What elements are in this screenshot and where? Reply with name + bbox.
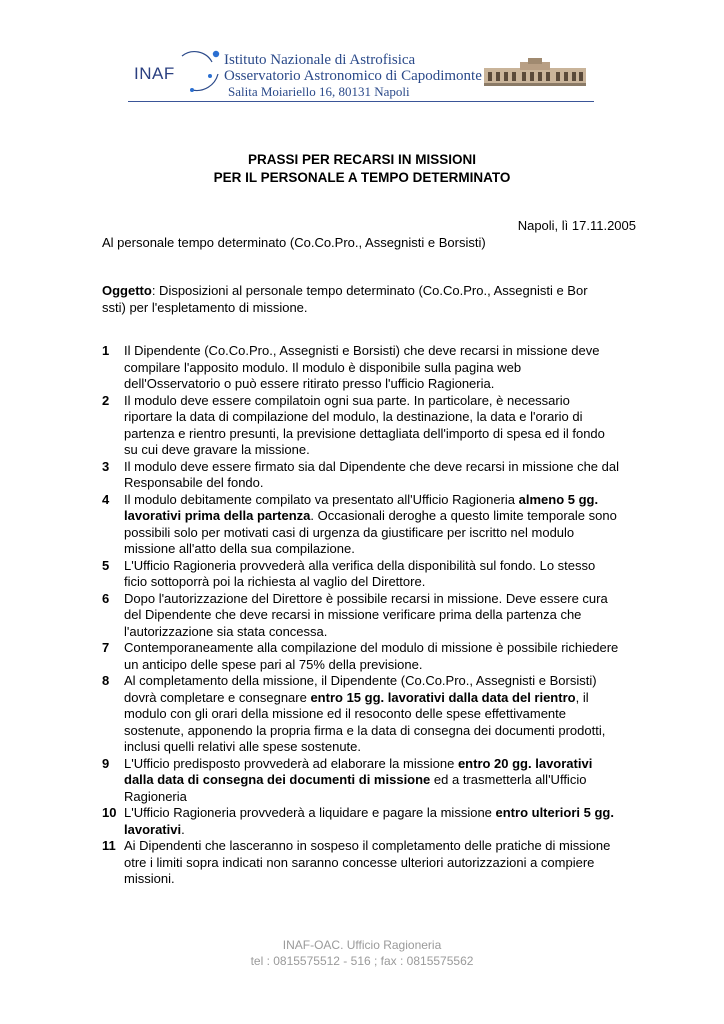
item-text-line: otre i limiti sopra indicati non saranno concesse ulteriori autorizzazioni a compiere <box>124 854 595 870</box>
item-number: 9 <box>102 755 110 771</box>
document-title-line1: PRASSI PER RECARSI IN MISSIONI <box>247 152 477 167</box>
item-text-line: missioni. <box>124 871 175 886</box>
item-number: 3 <box>102 458 110 474</box>
list-item <box>102 558 642 591</box>
item-text-line: l'autorizzazione sia stata concessa. <box>124 623 328 639</box>
item-text-line: un anticipo delle spese pari al 75% della previsione. <box>124 656 423 672</box>
subject-block <box>102 283 622 316</box>
list-item <box>102 591 642 641</box>
institute-name: Istituto Nazionale di Astrofisica <box>224 52 416 68</box>
footer-office: INAF-OAC. Ufficio Ragioneria <box>282 938 442 952</box>
item-text: ed a trasmetterla all'Ufficio <box>430 772 587 787</box>
item-text: dovrà completare e consegnare <box>124 689 311 705</box>
subject-label: Oggetto <box>102 283 152 298</box>
item-text-bold: lavorativi prima della partenza <box>124 508 311 523</box>
item-text-line: compilare l'apposito modulo. Il modulo è disponibile sulla pagina web <box>124 359 522 375</box>
list-item <box>102 640 642 673</box>
item-text-line: riportare la data di compilazione del modulo, la destinazione, la data e l'orario di <box>124 409 583 424</box>
item-text-line: Ai Dipendenti che lasceranno in sospeso il completamento delle pratiche di missione <box>124 838 611 853</box>
item-text-line: sostenute, apponendo la propria firma e la data di consegna dei documenti prodotti, <box>124 722 606 738</box>
item-text-line: Responsabile del fondo. <box>124 475 264 490</box>
inaf-logo-arc-icon <box>168 42 228 94</box>
numbered-list <box>102 343 642 888</box>
item-text-line: ficio sottoporrà poi la richiesta al vaglio del Direttore. <box>124 574 426 589</box>
list-item <box>102 756 642 806</box>
item-text-bold: dalla data di consegna dei documenti di missione <box>124 772 431 787</box>
item-number: 6 <box>102 590 110 606</box>
institute-address: Salita Moiariello 16, 80131 Napoli <box>228 84 410 99</box>
item-number: 5 <box>102 557 110 573</box>
list-item <box>102 393 642 459</box>
list-item <box>102 838 642 888</box>
inaf-logo-text: INAF <box>134 64 175 83</box>
list-item <box>102 673 642 756</box>
item-text: L'Ufficio predisposto provvederà ad elaborare la missione <box>124 755 458 771</box>
document-date: Napoli, lì 17.11.2005 <box>517 218 636 233</box>
item-text-bold: lavorativi <box>124 821 182 837</box>
subject-text-line2: ssti) per l'espletamento di missione. <box>102 299 308 315</box>
recipient-line: Al personale tempo determinato (Co.Co.Pro., Assegnisti e Borsisti) <box>102 235 486 250</box>
item-number: 11 <box>102 838 116 853</box>
item-text-line: inclusi quelli relativi alle spese sostenute. <box>124 739 362 754</box>
footer-contacts: tel : 0815575512 - 516 ; fax : 0815575562 <box>250 954 474 968</box>
item-text-line: del Dipendente che deve recarsi in missione verificare prima della partenza che <box>124 607 582 622</box>
item-number: 10 <box>102 805 117 820</box>
item-text-bold: entro 15 gg. lavorativi dalla data del rientro <box>310 689 576 705</box>
item-text-bold: entro ulteriori 5 gg. <box>495 805 614 820</box>
item-text: , il <box>575 689 589 705</box>
item-text-line: partenza e rientro presunti, la previsione dettagliata dell'importo di spesa ed il fondo <box>124 425 605 441</box>
subject-text-line1: : Disposizioni al personale tempo determinato (Co.Co.Pro., Assegnisti e Bor <box>151 283 588 298</box>
list-item <box>102 492 642 558</box>
item-number: 7 <box>102 640 110 655</box>
item-text-line: Il modulo deve essere compilatoin ogni sua parte. In particolare, è necessario <box>124 392 570 408</box>
item-text-line: Il Dipendente (Co.Co.Pro., Assegnisti e Borsisti) che deve recarsi in missione deve <box>124 343 600 358</box>
institute-block <box>224 52 482 100</box>
letterhead <box>128 42 594 104</box>
item-text-line: modulo con gli orari della missione ed il resoconto delle spese effettivamente <box>124 706 567 721</box>
item-text-line: dell'Osservatorio o può essere ritirato presso l'ufficio Ragioneria. <box>124 376 495 391</box>
item-text: . <box>181 821 185 837</box>
list-item <box>102 805 642 838</box>
item-text-bold: entro 20 gg. lavorativi <box>457 755 593 771</box>
item-text-line: missione all'atto della sua compilazione. <box>124 541 355 556</box>
item-text-line: Al completamento della missione, il Dipendente (Co.Co.Pro., Assegnisti e Borsisti) <box>124 673 597 688</box>
list-item <box>102 343 642 393</box>
observatory-building-image <box>484 58 586 86</box>
header-divider <box>128 101 594 102</box>
document-title-line2: PER IL PERSONALE A TEMPO DETERMINATO <box>213 170 511 185</box>
item-text-line: su cui deve gravare la missione. <box>124 442 310 457</box>
item-number: 4 <box>102 491 110 507</box>
item-number: 1 <box>102 343 110 358</box>
observatory-name: Osservatorio Astronomico di Capodimonte <box>224 68 482 84</box>
item-text: L'Ufficio Ragioneria provvederà a liquidare e pagare la missione <box>124 805 496 820</box>
item-text: Il modulo debitamente compilato va presentato all'Ufficio Ragioneria <box>124 491 519 507</box>
item-text-bold: almeno 5 gg. <box>518 491 599 507</box>
item-text-line: Contemporaneamente alla compilazione del modulo di missione è possibile richiedere <box>124 640 619 655</box>
item-text-line: possibili solo per motivati casi di urgenza da giustificare per iscritto nel modulo <box>124 524 575 540</box>
list-item <box>102 459 642 492</box>
item-text-line: Il modulo deve essere firmato sia dal Dipendente che deve recarsi in missione che dal <box>124 458 619 474</box>
item-text-line: Dopo l'autorizzazione del Direttore è possibile recarsi in missione. Deve essere cura <box>124 590 608 606</box>
item-number: 8 <box>102 673 110 688</box>
item-text-line: Ragioneria <box>124 788 187 804</box>
item-number: 2 <box>102 392 110 408</box>
item-text-line: L'Ufficio Ragioneria provvederà alla verifica della disponibilità sul fondo. Lo stesso <box>124 557 596 573</box>
item-text: . Occasionali deroghe a questo limite temporale sono <box>310 508 617 523</box>
